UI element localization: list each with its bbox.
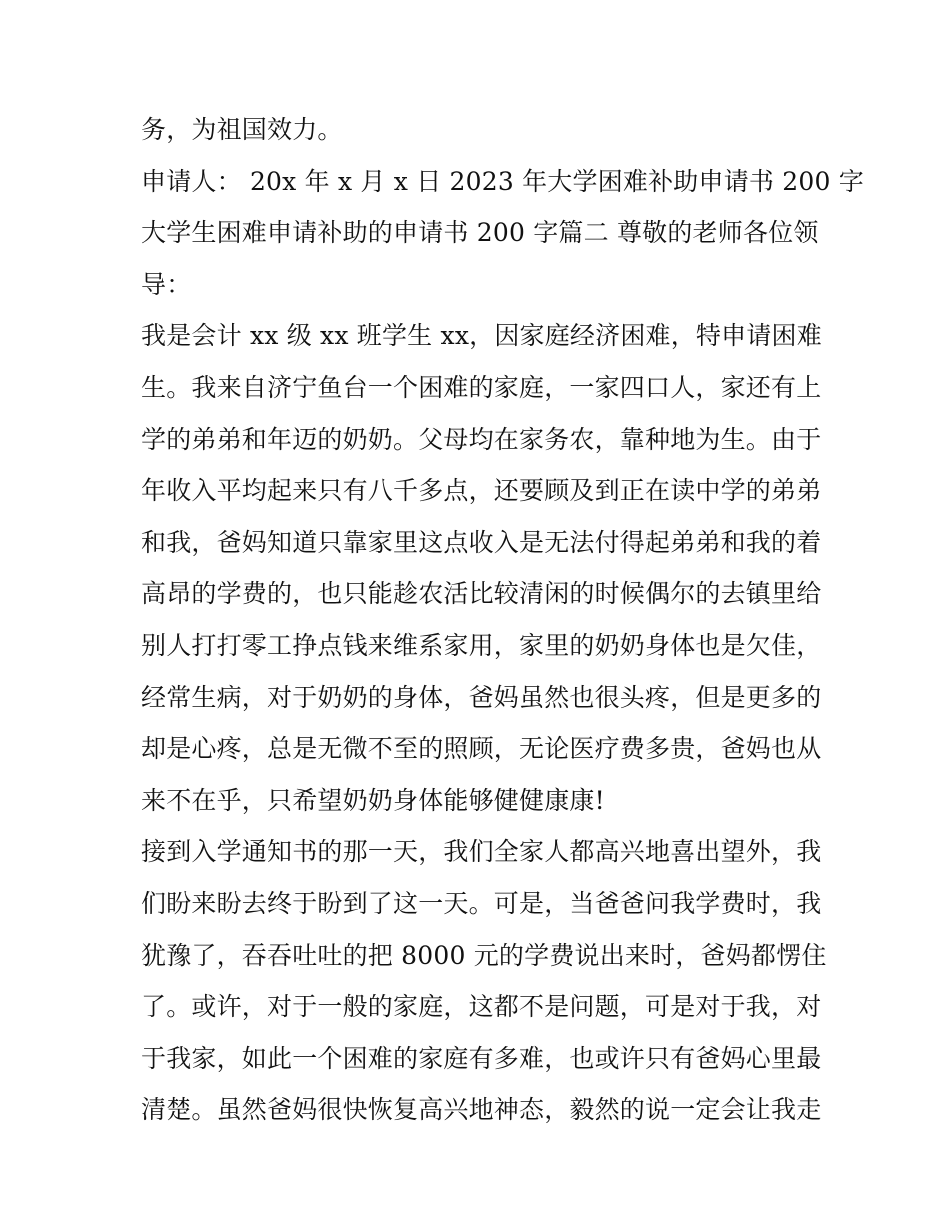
text-line: 学的弟弟和年迈的奶奶。父母均在家务农，靠种地为生。由于 — [141, 424, 822, 454]
text-line: 和我，爸妈知道只靠家里这点收入是无法付得起弟弟和我的着 — [141, 527, 822, 557]
text-line: 了。或许，对于一般的家庭，这都不是问题，可是对于我，对 — [141, 992, 822, 1022]
text-line: 别人打打零工挣点钱来维系家用，家里的奶奶身体也是欠佳， — [141, 630, 822, 660]
text-line: 大学生困难申请补助的申请书 200 字篇二 尊敬的老师各位领 — [141, 218, 819, 248]
text-line: 们盼来盼去终于盼到了这一天。可是，当爸爸问我学费时，我 — [141, 888, 822, 918]
text-line: 高昂的学费的，也只能趁农活比较清闲的时候偶尔的去镇里给 — [141, 579, 822, 609]
text-line: 于我家，如此一个困难的家庭有多难，也或许只有爸妈心里最 — [141, 1043, 822, 1073]
text-line: 接到入学通知书的那一天，我们全家人都高兴地喜出望外，我 — [141, 837, 822, 867]
text-line: 犹豫了，吞吞吐吐的把 8000 元的学费说出来时，爸妈都愣住 — [141, 940, 827, 970]
text-line: 却是心疼，总是无微不至的照顾，无论医疗费多贵，爸妈也从 — [141, 734, 822, 764]
text-line: 导： — [141, 269, 192, 299]
text-line: 来不在乎，只希望奶奶身体能够健健康康! — [141, 785, 605, 815]
text-line: 生。我来自济宁鱼台一个困难的家庭，一家四口人，家还有上 — [141, 372, 822, 402]
text-line: 申请人： 20x 年 x 月 x 日 2023 年大学困难补助申请书 200 字 — [141, 166, 864, 196]
document-body — [141, 104, 864, 1136]
text-line: 年收入平均起来只有八千多点，还要顾及到正在读中学的弟弟 — [141, 476, 822, 506]
text-line: 经常生病，对于奶奶的身体，爸妈虽然也很头疼，但是更多的 — [141, 682, 822, 712]
text-line: 我是会计 xx 级 xx 班学生 xx，因家庭经济困难，特申请困难 — [141, 321, 822, 351]
text-line: 清楚。虽然爸妈很快恢复高兴地神态，毅然的说一定会让我走 — [141, 1095, 822, 1125]
text-line: 务，为祖国效力。 — [141, 115, 343, 144]
